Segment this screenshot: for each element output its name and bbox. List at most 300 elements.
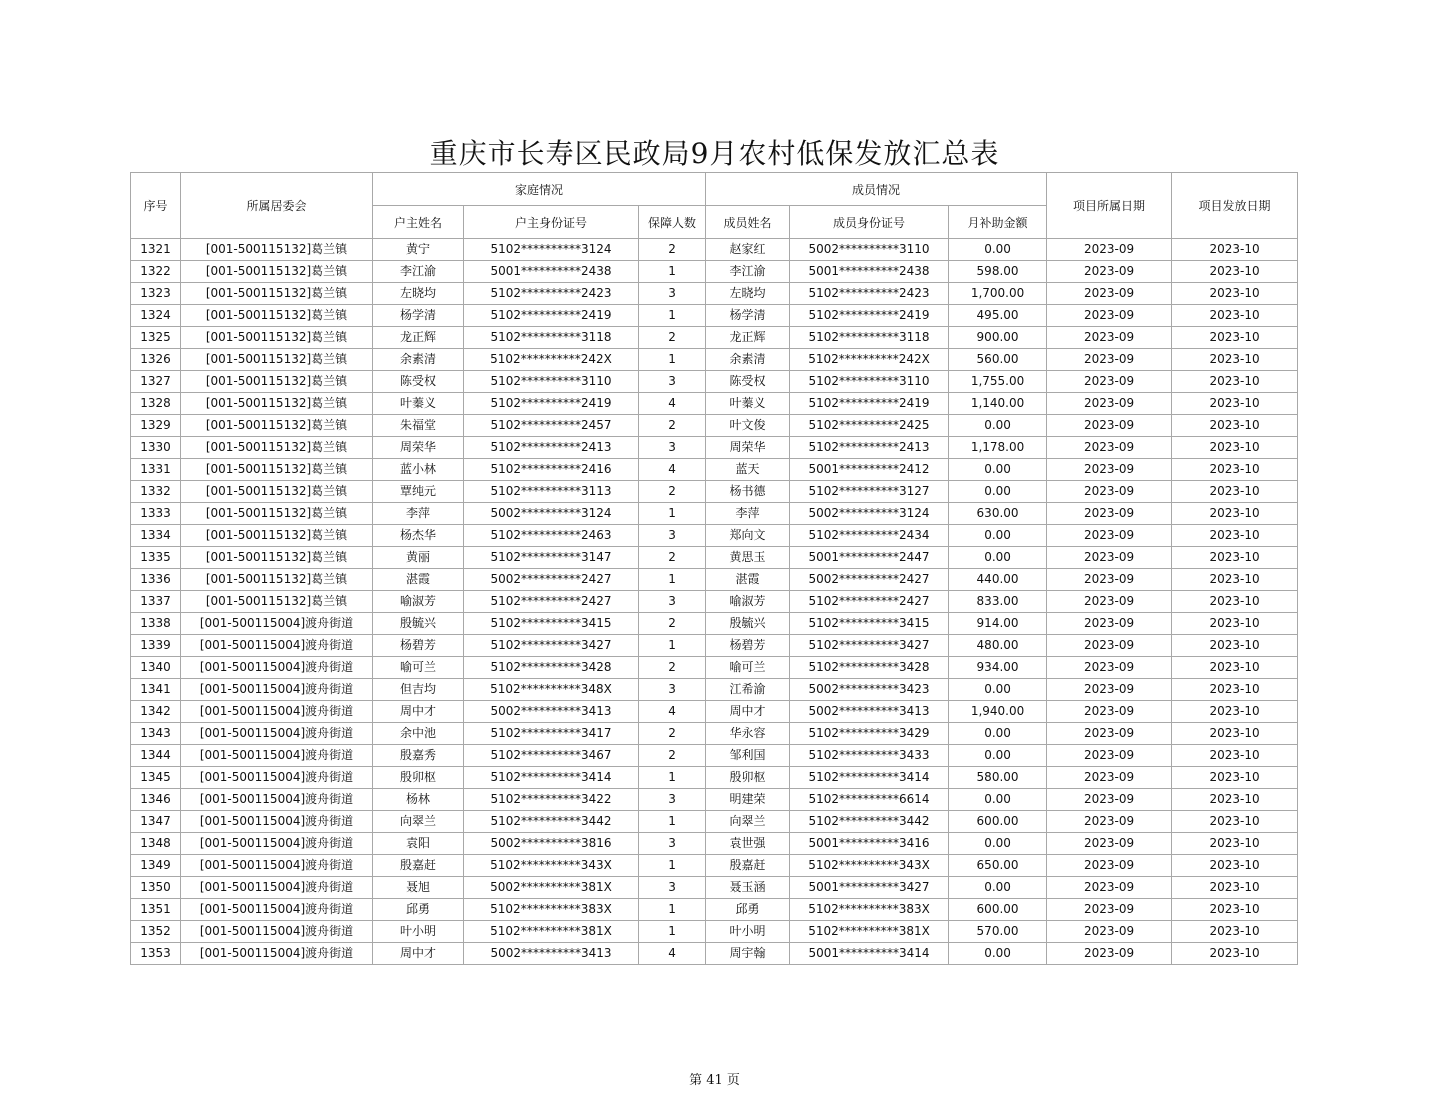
cell-member-name: 陈受权 — [706, 371, 790, 393]
cell-member-name: 华永容 — [706, 723, 790, 745]
cell-head-id: 5001**********2438 — [464, 261, 639, 283]
cell-member-id: 5102**********3414 — [790, 767, 949, 789]
cell-head-name: 杨学清 — [373, 305, 464, 327]
cell-project-date: 2023-09 — [1047, 349, 1172, 371]
cell-seq: 1349 — [131, 855, 181, 877]
cell-seq: 1343 — [131, 723, 181, 745]
table-row — [131, 459, 1298, 481]
cell-issue-date: 2023-10 — [1172, 767, 1298, 789]
cell-issue-date: 2023-10 — [1172, 503, 1298, 525]
cell-head-id: 5102**********2413 — [464, 437, 639, 459]
cell-project-date: 2023-09 — [1047, 525, 1172, 547]
cell-member-name: 左晓均 — [706, 283, 790, 305]
cell-head-name: 袁阳 — [373, 833, 464, 855]
cell-insured-count: 3 — [639, 877, 706, 899]
cell-head-id: 5102**********2427 — [464, 591, 639, 613]
cell-committee: [001-500115004]渡舟街道 — [181, 789, 373, 811]
cell-member-id: 5102**********381X — [790, 921, 949, 943]
cell-issue-date: 2023-10 — [1172, 635, 1298, 657]
cell-monthly-amount: 914.00 — [949, 613, 1047, 635]
cell-insured-count: 1 — [639, 569, 706, 591]
table-row — [131, 305, 1298, 327]
cell-monthly-amount: 0.00 — [949, 943, 1047, 965]
cell-head-id: 5102**********2423 — [464, 283, 639, 305]
cell-head-name: 叶小明 — [373, 921, 464, 943]
table-row — [131, 943, 1298, 965]
cell-monthly-amount: 630.00 — [949, 503, 1047, 525]
cell-member-name: 叶文俊 — [706, 415, 790, 437]
col-header-project-date: 项目所属日期 — [1047, 173, 1172, 239]
cell-issue-date: 2023-10 — [1172, 921, 1298, 943]
cell-member-name: 李萍 — [706, 503, 790, 525]
header-row-1 — [131, 173, 1298, 206]
cell-issue-date: 2023-10 — [1172, 833, 1298, 855]
cell-committee: [001-500115004]渡舟街道 — [181, 745, 373, 767]
cell-head-id: 5102**********3124 — [464, 239, 639, 261]
cell-issue-date: 2023-10 — [1172, 569, 1298, 591]
cell-insured-count: 3 — [639, 437, 706, 459]
cell-member-name: 蓝天 — [706, 459, 790, 481]
cell-head-id: 5102**********2463 — [464, 525, 639, 547]
cell-insured-count: 2 — [639, 547, 706, 569]
cell-committee: [001-500115004]渡舟街道 — [181, 657, 373, 679]
cell-project-date: 2023-09 — [1047, 899, 1172, 921]
cell-issue-date: 2023-10 — [1172, 283, 1298, 305]
cell-monthly-amount: 495.00 — [949, 305, 1047, 327]
relief-summary-table — [130, 172, 1298, 965]
cell-head-name: 黄宁 — [373, 239, 464, 261]
cell-project-date: 2023-09 — [1047, 811, 1172, 833]
cell-committee: [001-500115132]葛兰镇 — [181, 569, 373, 591]
cell-member-name: 江希渝 — [706, 679, 790, 701]
cell-project-date: 2023-09 — [1047, 657, 1172, 679]
cell-seq: 1321 — [131, 239, 181, 261]
cell-project-date: 2023-09 — [1047, 833, 1172, 855]
cell-member-id: 5102**********383X — [790, 899, 949, 921]
cell-project-date: 2023-09 — [1047, 723, 1172, 745]
cell-seq: 1335 — [131, 547, 181, 569]
cell-head-name: 叶蓁义 — [373, 393, 464, 415]
cell-committee: [001-500115004]渡舟街道 — [181, 811, 373, 833]
cell-issue-date: 2023-10 — [1172, 657, 1298, 679]
cell-head-id: 5102**********3422 — [464, 789, 639, 811]
cell-monthly-amount: 0.00 — [949, 789, 1047, 811]
cell-project-date: 2023-09 — [1047, 239, 1172, 261]
cell-head-id: 5102**********3427 — [464, 635, 639, 657]
cell-member-id: 5102**********2423 — [790, 283, 949, 305]
cell-member-name: 龙正辉 — [706, 327, 790, 349]
cell-member-name: 向翠兰 — [706, 811, 790, 833]
cell-member-id: 5102**********3433 — [790, 745, 949, 767]
cell-insured-count: 3 — [639, 591, 706, 613]
cell-member-name: 李江渝 — [706, 261, 790, 283]
cell-head-id: 5102**********3110 — [464, 371, 639, 393]
cell-issue-date: 2023-10 — [1172, 547, 1298, 569]
cell-issue-date: 2023-10 — [1172, 327, 1298, 349]
cell-member-name: 殷卯枢 — [706, 767, 790, 789]
cell-member-id: 5002**********3413 — [790, 701, 949, 723]
cell-seq: 1326 — [131, 349, 181, 371]
cell-head-id: 5102**********3415 — [464, 613, 639, 635]
cell-member-name: 湛霞 — [706, 569, 790, 591]
cell-member-id: 5102**********343X — [790, 855, 949, 877]
cell-insured-count: 1 — [639, 261, 706, 283]
cell-committee: [001-500115132]葛兰镇 — [181, 327, 373, 349]
cell-head-id: 5102**********2457 — [464, 415, 639, 437]
cell-head-name: 聂旭 — [373, 877, 464, 899]
cell-member-name: 杨书德 — [706, 481, 790, 503]
table-row — [131, 745, 1298, 767]
table-row — [131, 789, 1298, 811]
cell-monthly-amount: 0.00 — [949, 679, 1047, 701]
cell-issue-date: 2023-10 — [1172, 723, 1298, 745]
cell-issue-date: 2023-10 — [1172, 899, 1298, 921]
cell-member-name: 袁世强 — [706, 833, 790, 855]
cell-member-name: 邱勇 — [706, 899, 790, 921]
cell-head-id: 5002**********381X — [464, 877, 639, 899]
cell-head-id: 5002**********3413 — [464, 943, 639, 965]
cell-head-name: 周荣华 — [373, 437, 464, 459]
cell-insured-count: 1 — [639, 767, 706, 789]
cell-head-id: 5102**********348X — [464, 679, 639, 701]
cell-committee: [001-500115004]渡舟街道 — [181, 921, 373, 943]
cell-head-id: 5102**********3414 — [464, 767, 639, 789]
cell-committee: [001-500115004]渡舟街道 — [181, 943, 373, 965]
cell-issue-date: 2023-10 — [1172, 437, 1298, 459]
cell-head-id: 5102**********3147 — [464, 547, 639, 569]
table-row — [131, 613, 1298, 635]
cell-insured-count: 1 — [639, 811, 706, 833]
cell-issue-date: 2023-10 — [1172, 239, 1298, 261]
cell-monthly-amount: 560.00 — [949, 349, 1047, 371]
cell-member-name: 周宇翰 — [706, 943, 790, 965]
table-row — [131, 261, 1298, 283]
cell-insured-count: 3 — [639, 679, 706, 701]
cell-seq: 1348 — [131, 833, 181, 855]
cell-seq: 1324 — [131, 305, 181, 327]
table-row — [131, 349, 1298, 371]
cell-seq: 1345 — [131, 767, 181, 789]
cell-seq: 1340 — [131, 657, 181, 679]
cell-insured-count: 2 — [639, 327, 706, 349]
cell-project-date: 2023-09 — [1047, 635, 1172, 657]
cell-head-id: 5102**********242X — [464, 349, 639, 371]
cell-member-name: 聂玉涵 — [706, 877, 790, 899]
cell-head-name: 杨林 — [373, 789, 464, 811]
cell-member-id: 5102**********3415 — [790, 613, 949, 635]
cell-member-id: 5102**********242X — [790, 349, 949, 371]
cell-head-name: 殷卯枢 — [373, 767, 464, 789]
cell-head-name: 殷嘉秀 — [373, 745, 464, 767]
cell-head-id: 5102**********3118 — [464, 327, 639, 349]
cell-head-id: 5102**********3442 — [464, 811, 639, 833]
cell-seq: 1332 — [131, 481, 181, 503]
cell-member-id: 5102**********3110 — [790, 371, 949, 393]
cell-seq: 1342 — [131, 701, 181, 723]
table-row — [131, 591, 1298, 613]
cell-member-id: 5102**********3428 — [790, 657, 949, 679]
table-row — [131, 657, 1298, 679]
cell-seq: 1329 — [131, 415, 181, 437]
cell-member-id: 5002**********3423 — [790, 679, 949, 701]
cell-project-date: 2023-09 — [1047, 877, 1172, 899]
cell-head-name: 李萍 — [373, 503, 464, 525]
cell-project-date: 2023-09 — [1047, 481, 1172, 503]
cell-project-date: 2023-09 — [1047, 327, 1172, 349]
cell-member-id: 5001**********3416 — [790, 833, 949, 855]
cell-member-id: 5001**********3414 — [790, 943, 949, 965]
cell-monthly-amount: 0.00 — [949, 745, 1047, 767]
cell-seq: 1322 — [131, 261, 181, 283]
cell-member-name: 杨碧芳 — [706, 635, 790, 657]
cell-head-id: 5102**********2419 — [464, 393, 639, 415]
col-group-member: 成员情况 — [706, 173, 1047, 206]
cell-insured-count: 2 — [639, 415, 706, 437]
cell-issue-date: 2023-10 — [1172, 305, 1298, 327]
cell-head-id: 5102**********2416 — [464, 459, 639, 481]
cell-member-name: 余素清 — [706, 349, 790, 371]
table-row — [131, 811, 1298, 833]
cell-committee: [001-500115132]葛兰镇 — [181, 349, 373, 371]
table-row — [131, 283, 1298, 305]
cell-head-id: 5002**********2427 — [464, 569, 639, 591]
cell-head-name: 龙正辉 — [373, 327, 464, 349]
cell-member-name: 喻可兰 — [706, 657, 790, 679]
cell-project-date: 2023-09 — [1047, 547, 1172, 569]
cell-insured-count: 3 — [639, 525, 706, 547]
cell-insured-count: 2 — [639, 481, 706, 503]
cell-member-id: 5102**********2419 — [790, 305, 949, 327]
col-header-head-name: 户主姓名 — [373, 206, 464, 239]
cell-head-name: 黄丽 — [373, 547, 464, 569]
cell-head-name: 李江渝 — [373, 261, 464, 283]
col-header-head-id: 户主身份证号 — [464, 206, 639, 239]
cell-insured-count: 1 — [639, 305, 706, 327]
table-row — [131, 547, 1298, 569]
table-row — [131, 393, 1298, 415]
cell-monthly-amount: 440.00 — [949, 569, 1047, 591]
cell-monthly-amount: 833.00 — [949, 591, 1047, 613]
cell-member-id: 5002**********3124 — [790, 503, 949, 525]
table-row — [131, 239, 1298, 261]
cell-monthly-amount: 1,178.00 — [949, 437, 1047, 459]
cell-monthly-amount: 0.00 — [949, 525, 1047, 547]
cell-member-id: 5102**********2413 — [790, 437, 949, 459]
cell-head-id: 5102**********3428 — [464, 657, 639, 679]
cell-head-name: 殷嘉赶 — [373, 855, 464, 877]
cell-issue-date: 2023-10 — [1172, 415, 1298, 437]
cell-seq: 1323 — [131, 283, 181, 305]
cell-committee: [001-500115132]葛兰镇 — [181, 393, 373, 415]
cell-monthly-amount: 480.00 — [949, 635, 1047, 657]
cell-member-id: 5102**********6614 — [790, 789, 949, 811]
cell-seq: 1325 — [131, 327, 181, 349]
cell-seq: 1328 — [131, 393, 181, 415]
cell-member-name: 喻淑芳 — [706, 591, 790, 613]
cell-seq: 1338 — [131, 613, 181, 635]
cell-member-name: 杨学清 — [706, 305, 790, 327]
cell-committee: [001-500115132]葛兰镇 — [181, 459, 373, 481]
cell-member-id: 5102**********3442 — [790, 811, 949, 833]
col-group-family: 家庭情况 — [373, 173, 706, 206]
cell-monthly-amount: 0.00 — [949, 833, 1047, 855]
cell-member-name: 邹利国 — [706, 745, 790, 767]
cell-member-id: 5102**********2434 — [790, 525, 949, 547]
cell-committee: [001-500115132]葛兰镇 — [181, 525, 373, 547]
cell-monthly-amount: 600.00 — [949, 811, 1047, 833]
col-header-seq: 序号 — [131, 173, 181, 239]
cell-committee: [001-500115004]渡舟街道 — [181, 767, 373, 789]
table-row — [131, 723, 1298, 745]
cell-head-id: 5002**********3124 — [464, 503, 639, 525]
cell-monthly-amount: 570.00 — [949, 921, 1047, 943]
cell-monthly-amount: 0.00 — [949, 723, 1047, 745]
table-row — [131, 327, 1298, 349]
cell-head-name: 陈受权 — [373, 371, 464, 393]
cell-monthly-amount: 0.00 — [949, 415, 1047, 437]
table-row — [131, 569, 1298, 591]
cell-insured-count: 2 — [639, 723, 706, 745]
cell-member-id: 5102**********2425 — [790, 415, 949, 437]
cell-insured-count: 2 — [639, 745, 706, 767]
cell-issue-date: 2023-10 — [1172, 613, 1298, 635]
cell-monthly-amount: 0.00 — [949, 481, 1047, 503]
cell-committee: [001-500115132]葛兰镇 — [181, 261, 373, 283]
cell-issue-date: 2023-10 — [1172, 679, 1298, 701]
cell-committee: [001-500115004]渡舟街道 — [181, 833, 373, 855]
cell-member-id: 5001**********3427 — [790, 877, 949, 899]
cell-head-id: 5102**********343X — [464, 855, 639, 877]
cell-committee: [001-500115132]葛兰镇 — [181, 437, 373, 459]
cell-monthly-amount: 934.00 — [949, 657, 1047, 679]
cell-monthly-amount: 1,755.00 — [949, 371, 1047, 393]
cell-member-id: 5001**********2412 — [790, 459, 949, 481]
cell-monthly-amount: 600.00 — [949, 899, 1047, 921]
cell-monthly-amount: 0.00 — [949, 459, 1047, 481]
cell-issue-date: 2023-10 — [1172, 349, 1298, 371]
cell-head-name: 余中池 — [373, 723, 464, 745]
cell-seq: 1353 — [131, 943, 181, 965]
cell-issue-date: 2023-10 — [1172, 525, 1298, 547]
cell-insured-count: 3 — [639, 833, 706, 855]
table-row — [131, 481, 1298, 503]
cell-project-date: 2023-09 — [1047, 679, 1172, 701]
cell-monthly-amount: 650.00 — [949, 855, 1047, 877]
cell-seq: 1337 — [131, 591, 181, 613]
cell-monthly-amount: 598.00 — [949, 261, 1047, 283]
cell-project-date: 2023-09 — [1047, 261, 1172, 283]
table-row — [131, 899, 1298, 921]
cell-committee: [001-500115132]葛兰镇 — [181, 415, 373, 437]
cell-head-id: 5002**********3816 — [464, 833, 639, 855]
cell-committee: [001-500115004]渡舟街道 — [181, 723, 373, 745]
cell-monthly-amount: 1,700.00 — [949, 283, 1047, 305]
cell-committee: [001-500115132]葛兰镇 — [181, 503, 373, 525]
cell-issue-date: 2023-10 — [1172, 261, 1298, 283]
cell-insured-count: 1 — [639, 635, 706, 657]
cell-member-name: 郑向文 — [706, 525, 790, 547]
cell-issue-date: 2023-10 — [1172, 943, 1298, 965]
cell-head-name: 喻淑芳 — [373, 591, 464, 613]
table-body — [131, 239, 1298, 965]
cell-committee: [001-500115004]渡舟街道 — [181, 855, 373, 877]
cell-seq: 1341 — [131, 679, 181, 701]
cell-member-name: 赵家红 — [706, 239, 790, 261]
cell-monthly-amount: 0.00 — [949, 239, 1047, 261]
cell-seq: 1336 — [131, 569, 181, 591]
cell-head-name: 殷毓兴 — [373, 613, 464, 635]
cell-project-date: 2023-09 — [1047, 943, 1172, 965]
cell-head-name: 杨杰华 — [373, 525, 464, 547]
cell-insured-count: 1 — [639, 503, 706, 525]
cell-issue-date: 2023-10 — [1172, 393, 1298, 415]
cell-head-id: 5102**********381X — [464, 921, 639, 943]
col-header-monthly-amount: 月补助金额 — [949, 206, 1047, 239]
cell-committee: [001-500115004]渡舟街道 — [181, 899, 373, 921]
cell-member-id: 5102**********2427 — [790, 591, 949, 613]
cell-project-date: 2023-09 — [1047, 921, 1172, 943]
table-row — [131, 371, 1298, 393]
cell-issue-date: 2023-10 — [1172, 701, 1298, 723]
cell-insured-count: 1 — [639, 855, 706, 877]
cell-monthly-amount: 900.00 — [949, 327, 1047, 349]
cell-project-date: 2023-09 — [1047, 437, 1172, 459]
cell-member-id: 5102**********3427 — [790, 635, 949, 657]
cell-head-name: 余素清 — [373, 349, 464, 371]
cell-seq: 1331 — [131, 459, 181, 481]
cell-monthly-amount: 0.00 — [949, 547, 1047, 569]
table-row — [131, 833, 1298, 855]
cell-issue-date: 2023-10 — [1172, 481, 1298, 503]
cell-committee: [001-500115004]渡舟街道 — [181, 635, 373, 657]
cell-member-id: 5102**********3127 — [790, 481, 949, 503]
cell-insured-count: 2 — [639, 657, 706, 679]
cell-insured-count: 4 — [639, 459, 706, 481]
cell-project-date: 2023-09 — [1047, 701, 1172, 723]
cell-project-date: 2023-09 — [1047, 569, 1172, 591]
cell-head-name: 蓝小林 — [373, 459, 464, 481]
cell-member-id: 5102**********3118 — [790, 327, 949, 349]
col-header-member-id: 成员身份证号 — [790, 206, 949, 239]
cell-committee: [001-500115132]葛兰镇 — [181, 371, 373, 393]
cell-committee: [001-500115132]葛兰镇 — [181, 283, 373, 305]
table-row — [131, 767, 1298, 789]
cell-seq: 1350 — [131, 877, 181, 899]
cell-insured-count: 4 — [639, 393, 706, 415]
cell-head-name: 向翠兰 — [373, 811, 464, 833]
cell-issue-date: 2023-10 — [1172, 459, 1298, 481]
cell-committee: [001-500115132]葛兰镇 — [181, 481, 373, 503]
table-row — [131, 525, 1298, 547]
cell-head-name: 朱福堂 — [373, 415, 464, 437]
cell-issue-date: 2023-10 — [1172, 745, 1298, 767]
cell-committee: [001-500115132]葛兰镇 — [181, 547, 373, 569]
cell-monthly-amount: 0.00 — [949, 877, 1047, 899]
cell-project-date: 2023-09 — [1047, 459, 1172, 481]
cell-seq: 1347 — [131, 811, 181, 833]
cell-member-name: 周荣华 — [706, 437, 790, 459]
cell-issue-date: 2023-10 — [1172, 877, 1298, 899]
cell-insured-count: 1 — [639, 349, 706, 371]
cell-seq: 1327 — [131, 371, 181, 393]
cell-seq: 1333 — [131, 503, 181, 525]
cell-project-date: 2023-09 — [1047, 393, 1172, 415]
cell-member-name: 叶蓁义 — [706, 393, 790, 415]
cell-issue-date: 2023-10 — [1172, 789, 1298, 811]
cell-project-date: 2023-09 — [1047, 305, 1172, 327]
cell-project-date: 2023-09 — [1047, 503, 1172, 525]
cell-monthly-amount: 1,940.00 — [949, 701, 1047, 723]
